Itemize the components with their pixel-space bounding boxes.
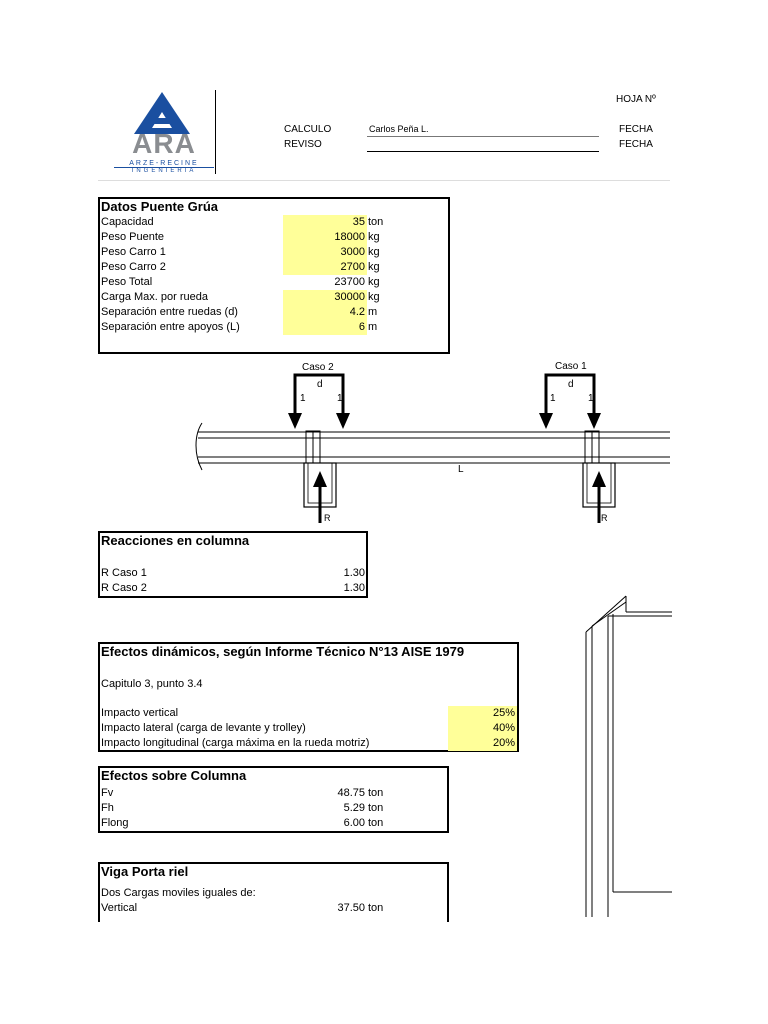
- efectos-columna-box: [98, 766, 449, 833]
- efectos-din-row-label: Impacto lateral (carga de levante y trolley): [101, 722, 306, 734]
- datos-row-unit: kg: [368, 291, 380, 303]
- datos-row-value: 2700: [340, 261, 365, 273]
- reaction-left-label: R: [324, 513, 331, 523]
- efectos-col-row: [100, 786, 447, 801]
- datos-row-value: 23700: [334, 276, 365, 288]
- viga-row-unit: ton: [368, 902, 384, 914]
- efectos-din-row-label: Impacto vertical: [101, 707, 179, 719]
- datos-row: [100, 275, 448, 290]
- datos-row: [100, 305, 448, 320]
- column-sketch: [582, 592, 672, 922]
- calculo-value: Carlos Peña L.: [369, 124, 429, 134]
- datos-row-value: 18000: [334, 231, 365, 243]
- efectos-din-row: [100, 736, 517, 751]
- datos-row-unit: kg: [368, 231, 380, 243]
- datos-row-unit: kg: [368, 246, 380, 258]
- reaction-right-label: R: [601, 513, 608, 523]
- efectos-din-subtitle: Capitulo 3, punto 3.4: [101, 678, 203, 690]
- reviso-underline: [367, 151, 599, 152]
- viga-porta-riel-box: [98, 862, 449, 922]
- caso2-arrow-right-icon: [336, 413, 350, 429]
- efectos-col-row: [100, 801, 447, 816]
- efectos-col-row-unit: ton: [368, 787, 384, 799]
- efectos-din-row-label: Impacto longitudinal (carga máxima en la rueda motriz): [101, 737, 370, 749]
- logo-subtitle-2: INGENIERIA: [114, 167, 214, 174]
- datos-row-label: Peso Carro 2: [101, 261, 166, 273]
- datos-title: Datos Puente Grúa: [101, 199, 219, 214]
- header-divider: [98, 180, 670, 181]
- calculo-underline: [367, 136, 599, 137]
- reacciones-row-label: R Caso 1: [101, 567, 147, 579]
- datos-puente-grua-box: [98, 197, 450, 354]
- efectos-col-row-value: 5.29: [343, 802, 365, 814]
- datos-row-value: 30000: [334, 291, 365, 303]
- caso2-label: Caso 2: [302, 362, 334, 373]
- reviso-label: REVISO: [284, 139, 322, 150]
- datos-row: [100, 290, 448, 305]
- company-logo: [110, 90, 216, 174]
- reaction-right-arrow-icon: [592, 471, 606, 487]
- datos-row: [100, 260, 448, 275]
- datos-row-value: 3000: [340, 246, 365, 258]
- efectos-col-row-unit: ton: [368, 802, 384, 814]
- caso1-d: d: [568, 379, 574, 390]
- efectos-col-title: Efectos sobre Columna: [101, 768, 247, 783]
- reacciones-row-label: R Caso 2: [101, 582, 147, 594]
- datos-row-unit: ton: [368, 216, 384, 228]
- datos-row-unit: kg: [368, 261, 380, 273]
- reaction-left-arrow-icon: [313, 471, 327, 487]
- datos-row-label: Separación entre ruedas (d): [101, 306, 238, 318]
- efectos-col-row-value: 48.75: [337, 787, 365, 799]
- caso1-arrow-right-icon: [587, 413, 601, 429]
- efectos-dinamicos-box: [98, 642, 519, 752]
- caso1-one-left: 1: [550, 393, 556, 404]
- datos-row-value: 35: [352, 216, 365, 228]
- efectos-din-row: [100, 721, 517, 736]
- caso1-label: Caso 1: [555, 361, 587, 372]
- caso2-one-right: 1: [337, 393, 343, 404]
- datos-row-value: 6: [358, 321, 365, 333]
- caso2-d: d: [317, 379, 323, 390]
- efectos-din-row-value: 40%: [492, 722, 515, 734]
- caso2-one-left: 1: [300, 393, 306, 404]
- efectos-col-row-label: Fv: [101, 787, 114, 799]
- logo-right-border: [215, 90, 216, 174]
- datos-row: [100, 320, 448, 335]
- datos-row: [100, 215, 448, 230]
- datos-row-unit: m: [368, 321, 378, 333]
- datos-row-label: Peso Puente: [101, 231, 164, 243]
- caso1-one-right: 1: [588, 393, 594, 404]
- caso2-arrow-left-icon: [288, 413, 302, 429]
- datos-row-value: 4.2: [349, 306, 365, 318]
- crane-beam-diagram: [180, 355, 670, 530]
- caso1-arrow-left-icon: [539, 413, 553, 429]
- calculo-label: CALCULO: [284, 124, 332, 135]
- datos-row-label: Peso Carro 1: [101, 246, 166, 258]
- hoja-label: HOJA Nº: [616, 94, 656, 105]
- reacciones-row: [100, 566, 366, 581]
- efectos-din-row-value: 20%: [492, 737, 515, 749]
- viga-subtitle: Dos Cargas moviles iguales de:: [101, 887, 256, 899]
- datos-row-label: Separación entre apoyos (L): [101, 321, 240, 333]
- efectos-col-row: [100, 816, 447, 831]
- datos-row-unit: kg: [368, 276, 380, 288]
- datos-row-label: Peso Total: [101, 276, 153, 288]
- reacciones-title: Reacciones en columna: [101, 533, 250, 548]
- efectos-col-row-value: 6.00: [343, 817, 365, 829]
- efectos-din-row: [100, 706, 517, 721]
- logo-subtitle-1: ARZE-RECINE: [129, 160, 199, 167]
- efectos-col-row-label: Flong: [101, 817, 129, 829]
- efectos-din-title: Efectos dinámicos, según Informe Técnico N°13 AISE 1979: [101, 644, 465, 659]
- span-label: L: [458, 464, 464, 475]
- logo-text: ARA: [132, 128, 196, 159]
- datos-row: [100, 245, 448, 260]
- viga-row: [100, 901, 447, 916]
- datos-row: [100, 230, 448, 245]
- fecha-label-2: FECHA: [619, 139, 653, 150]
- efectos-din-row-value: 25%: [492, 707, 515, 719]
- datos-row-label: Capacidad: [101, 216, 154, 228]
- viga-title: Viga Porta riel: [101, 864, 189, 879]
- reacciones-box: [98, 531, 368, 598]
- viga-row-value: 37.50: [337, 902, 365, 914]
- datos-row-unit: m: [368, 306, 378, 318]
- datos-row-label: Carga Max. por rueda: [101, 291, 208, 303]
- reacciones-row-value: 1.30: [343, 567, 365, 579]
- viga-row-label: Vertical: [101, 902, 138, 914]
- reacciones-row: [100, 581, 366, 596]
- efectos-col-row-unit: ton: [368, 817, 384, 829]
- reacciones-row-value: 1.30: [343, 582, 365, 594]
- fecha-label-1: FECHA: [619, 124, 653, 135]
- efectos-col-row-label: Fh: [101, 802, 114, 814]
